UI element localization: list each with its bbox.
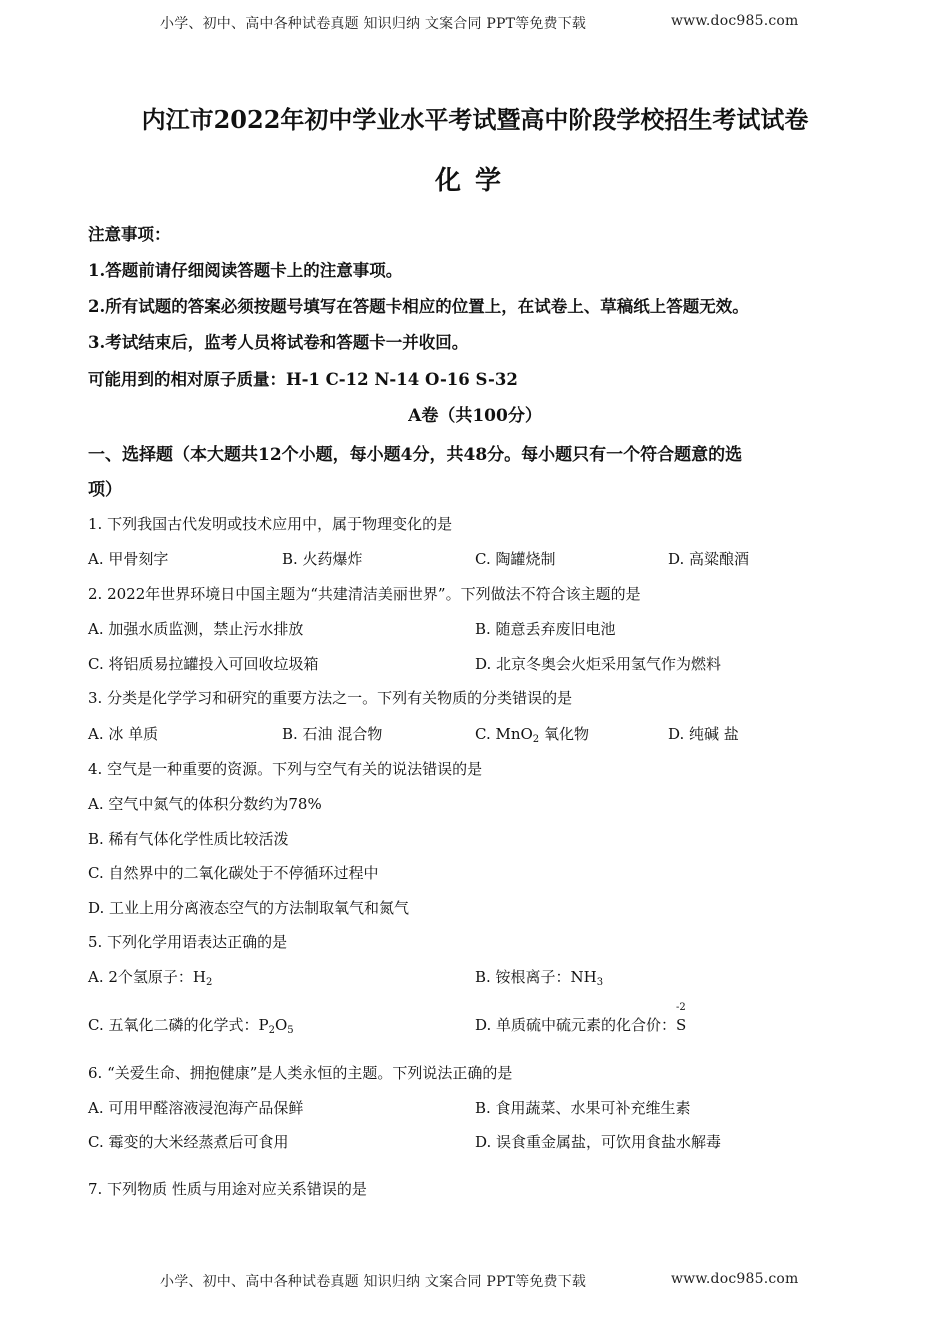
question-3-option-d: D. 纯碱 盐 [668,725,739,743]
footer-website-link[interactable]: www.doc985.com [671,1271,799,1287]
notice-heading: 注意事项： [88,225,171,244]
question-6-stem: 6. “关爱生命、拥抱健康”是人类永恒的主题。下列说法正确的是 [88,1064,513,1082]
subject-title: 化学 [434,166,515,196]
question-4-option-b: B. 稀有气体化学性质比较活泼 [88,830,289,848]
question-2-option-c: C. 将铝质易拉罐投入可回收垃圾箱 [88,655,319,673]
question-5-option-c-text: C. 五氧化二磷的化学式：P [88,1016,269,1034]
notice-item-3: 3.考试结束后，监考人员将试卷和答题卡一并收回。 [88,333,469,352]
question-1-option-c: C. 陶罐烧制 [475,550,556,568]
question-1-option-a: A. 甲骨刻字 [88,550,169,568]
question-2-option-b: B. 随意丢弃废旧电池 [475,620,616,638]
question-6-option-d: D. 误食重金属盐，可饮用食盐水解毒 [475,1133,722,1151]
question-5-stem: 5. 下列化学用语表达正确的是 [88,933,288,951]
notice-item-2: 2.所有试题的答案必须按题号填写在答题卡相应的位置上，在试卷上、草稿纸上答题无效。 [88,297,749,316]
part-a-heading: A卷（共100分） [408,406,542,426]
question-3-option-c-suffix: 氧化物 [539,725,589,743]
question-3-option-c-subscript: 2 [532,734,540,745]
question-5-option-d [475,1002,687,1035]
question-2-option-d: D. 北京冬奥会火炬采用氢气作为燃料 [475,655,722,673]
valence-notation [676,1002,687,1034]
question-5-option-a-subscript: 2 [206,977,213,988]
question-5-option-b [475,966,603,987]
question-5-option-d-text: D. 单质硫中硫元素的化合价： [475,1016,677,1034]
question-7-stem: 7. 下列物质 性质与用途对应关系错误的是 [88,1180,367,1198]
section-1-heading-line2: 项） [88,480,122,500]
question-6-option-c: C. 霉变的大米经蒸煮后可食用 [88,1133,289,1151]
atomic-masses: 可能用到的相对原子质量：H-1 C-12 N-14 O-16 S-32 [88,370,518,389]
question-4-option-d: D. 工业上用分离液态空气的方法制取氧气和氮气 [88,899,410,917]
question-2-option-a: A. 加强水质监测，禁止污水排放 [88,620,304,638]
notice-item-1: 1.答题前请仔细阅读答题卡上的注意事项。 [88,261,403,280]
footer-banner-text: 小学、初中、高中各种试卷真题 知识归纳 文案合同 PPT等免费下载 [160,1274,587,1290]
sulfur-symbol: S [676,1016,687,1034]
question-5-option-a-text: A. 2个氢原子：H [88,968,206,986]
question-5-option-c [88,1014,294,1035]
question-5-option-a [88,966,212,987]
question-4-option-c: C. 自然界中的二氧化碳处于不停循环过程中 [88,864,379,882]
question-3-option-c-prefix: C. MnO [475,725,533,743]
header-website-link[interactable]: www.doc985.com [671,13,799,29]
header-banner-text: 小学、初中、高中各种试卷真题 知识归纳 文案合同 PPT等免费下载 [160,16,587,32]
question-4-option-a: A. 空气中氮气的体积分数约为78% [88,795,322,813]
question-4-stem: 4. 空气是一种重要的资源。下列与空气有关的说法错误的是 [88,760,483,778]
question-5-option-b-text: B. 铵根离子：NH [475,968,597,986]
question-6-option-a: A. 可用甲醛溶液浸泡海产品保鲜 [88,1099,304,1117]
valence-superscript: -2 [676,1002,686,1013]
page-title: 内江市2022年初中学业水平考试暨高中阶段学校招生考试试卷 [141,105,809,134]
question-3-stem: 3. 分类是化学学习和研究的重要方法之一。下列有关物质的分类错误的是 [88,689,573,707]
question-3-option-a: A. 冰 单质 [88,725,159,743]
question-1-option-d: D. 高粱酿酒 [668,550,750,568]
question-1-option-b: B. 火药爆炸 [282,550,363,568]
section-1-heading-line1: 一、选择题（本大题共12个小题，每小题4分，共48分。每小题只有一个符合题意的选 [88,445,743,465]
question-5-option-b-subscript: 3 [596,977,604,988]
question-3-option-c [475,723,589,744]
question-5-option-c-subscript-1: 2 [268,1025,275,1036]
question-6-option-b: B. 食用蔬菜、水果可补充维生素 [475,1099,691,1117]
question-5-option-c-oxygen: O [274,1016,288,1034]
question-5-option-c-subscript-2: 5 [287,1025,294,1036]
question-2-stem: 2. 2022年世界环境日中国主题为“共建清洁美丽世界”。下列做法不符合该主题的是 [88,585,641,603]
question-1-stem: 1. 下列我国古代发明或技术应用中，属于物理变化的是 [88,515,453,533]
question-3-option-b: B. 石油 混合物 [282,725,383,743]
